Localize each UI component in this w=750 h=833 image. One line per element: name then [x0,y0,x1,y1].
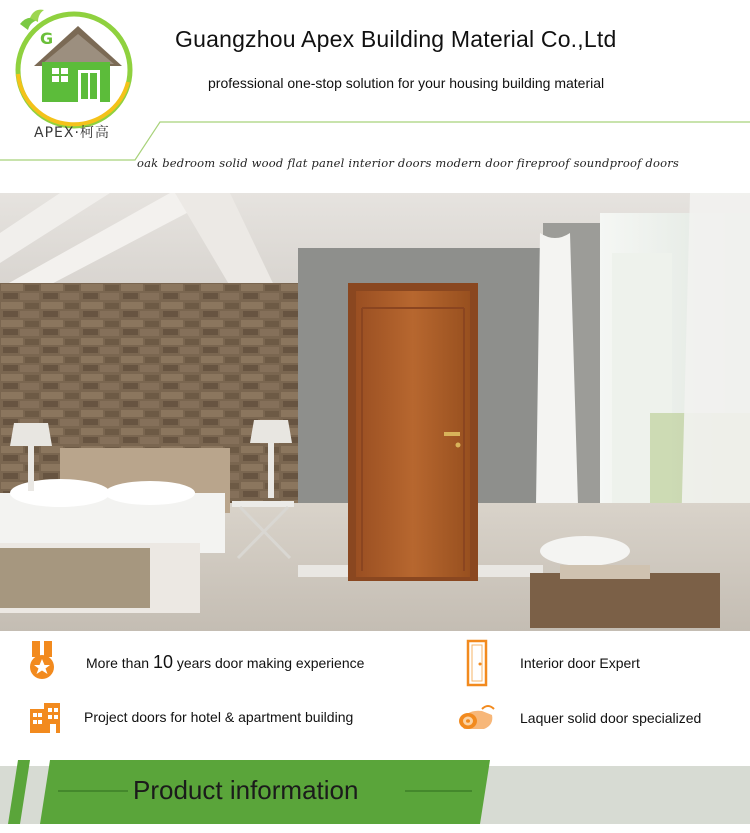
feature-project-doors [28,701,353,733]
feature-experience-suffix: years door making experience [172,654,365,671]
company-tagline: professional one-stop solution for your housing building material [208,75,605,91]
feature-laquer-text: Laquer solid door specialized [520,710,702,726]
header [0,0,750,190]
wood-log-icon [456,703,498,733]
feature-experience-prefix: More than [86,654,153,671]
door-outline-icon [466,639,488,687]
bedroom-door-photo [0,193,750,631]
feature-interior-expert [466,639,640,687]
features-section [0,631,750,761]
product-info-banner [0,758,750,833]
company-name: Guangzhou Apex Building Material Co.,Ltd [175,26,617,52]
building-icon [28,701,62,733]
product-info-title: Product information [133,775,359,805]
medal-icon [28,641,56,683]
feature-project-doors-text: Project doors for hotel & apartment building [84,709,354,725]
feature-experience [28,641,364,683]
feature-laquer [456,703,701,733]
svg-text:G: G [40,29,54,48]
product-title: oak bedroom solid wood flat panel interior doors modern door fireproof soundproof doors [137,156,679,170]
logo-text: APEX·柯高 [34,125,110,141]
feature-experience-number: 10 [152,651,173,672]
feature-experience-text [86,652,364,673]
feature-interior-expert-text: Interior door Expert [520,655,640,671]
